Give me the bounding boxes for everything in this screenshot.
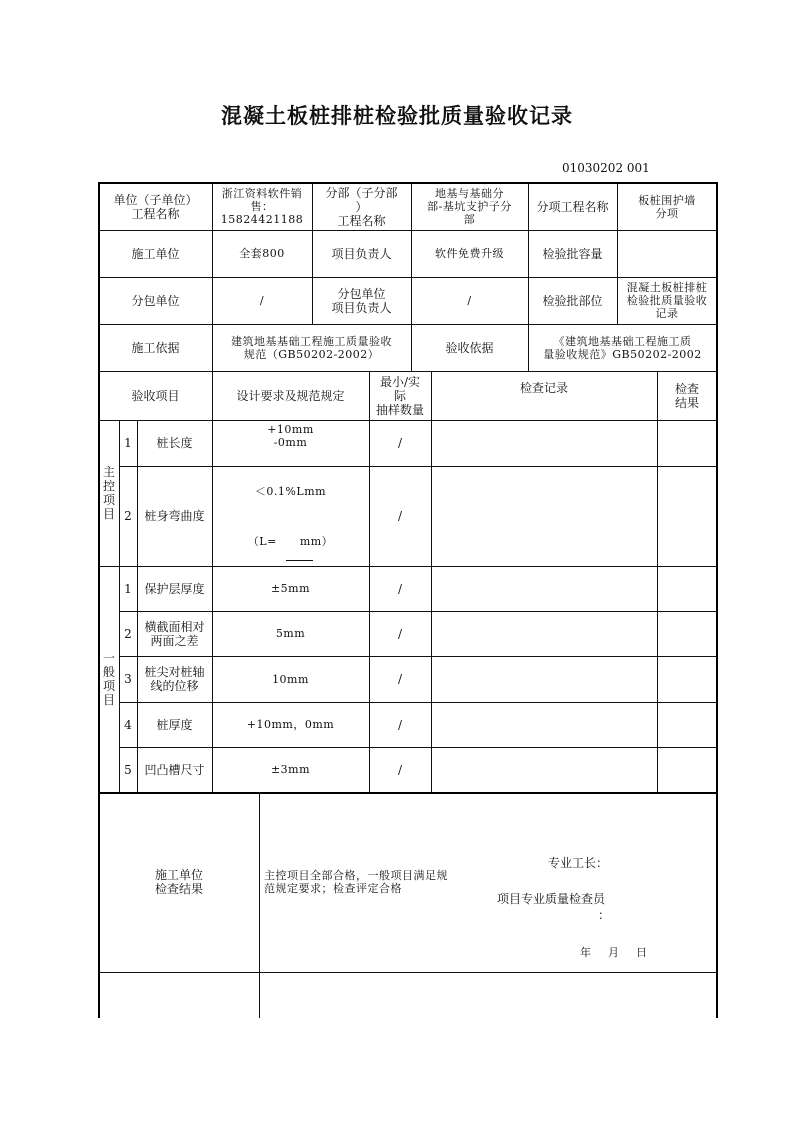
main-item-spec: +10mm -0mm [267, 423, 314, 449]
col-sample: 最小/实 际 抽样数量 [375, 374, 424, 417]
col-spec: 设计要求及规范规定 [236, 388, 345, 403]
accept-basis-label: 验收依据 [445, 340, 494, 355]
col-result: 检查 结果 [674, 381, 699, 410]
general-item-name: 桩厚度 [156, 717, 193, 732]
main-item-spec-line2: （L= mm） [247, 534, 334, 548]
general-item-name: 横截面相对 两面之差 [144, 619, 205, 648]
general-item-no: 4 [124, 717, 132, 732]
general-item-sample: / [397, 762, 403, 777]
sub-value: / [259, 294, 265, 307]
general-item-no: 5 [124, 762, 132, 777]
general-item-sample: / [397, 581, 403, 596]
general-item-sample: / [397, 672, 403, 686]
main-item-sample: / [397, 436, 403, 450]
general-group-label: 一 般 项 目 [102, 651, 115, 707]
inspector-label: 项目专业质量检查员 [497, 892, 606, 906]
general-item-spec: 5mm [275, 627, 306, 640]
general-item-spec: ±3mm [270, 763, 311, 776]
inspection-comment: 主控项目全部合格，一般项目满足规 范规定要求；检查评定合格 [264, 869, 448, 895]
division-label: 分部（子分部 ） 工程名称 [325, 185, 398, 228]
general-item-no: 3 [124, 672, 132, 686]
inspection-label: 施工单位 检查结果 [154, 868, 203, 896]
general-item-name: 保护层厚度 [144, 581, 205, 596]
general-item-sample: / [397, 626, 403, 641]
part-label: 检验批部位 [542, 293, 603, 308]
main-item-name: 桩身弯曲度 [144, 509, 205, 523]
main-item-no: 2 [124, 509, 132, 523]
main-item-sample: / [397, 509, 403, 523]
sub-label: 分包单位 [131, 293, 180, 308]
col-record: 检查记录 [519, 381, 568, 395]
unit-label: 单位（子单位） 工程名称 [113, 192, 198, 221]
general-item-name: 凹凸槽尺寸 [144, 762, 205, 777]
general-item-name: 桩尖对桩轴 线的位移 [144, 665, 205, 693]
col-item: 验收项目 [131, 388, 180, 403]
main-item-name: 桩长度 [156, 436, 193, 450]
general-item-spec: +10mm，0mm [246, 718, 335, 731]
page-title: 混凝土板桩排桩检验批质量验收记录 [221, 103, 573, 128]
pm-value: 软件免费升级 [435, 247, 504, 260]
capacity-value [617, 230, 717, 277]
sub-pm-label: 分包单位 项目负责人 [331, 286, 392, 315]
grid-line-v [259, 792, 260, 1018]
division-value: 地基与基础分 部-基坑支护子分 部 [427, 187, 512, 226]
general-item-no: 1 [124, 581, 132, 596]
main-item-no: 1 [124, 436, 132, 450]
foreman-label: 专业工长： [548, 856, 609, 870]
grid-line-h [99, 972, 717, 973]
subitem-label: 分项工程名称 [536, 199, 609, 214]
basis-value: 建筑地基基础工程施工质量验收 规范（GB50202-2002） [231, 334, 392, 361]
contractor-value: 全套800 [239, 247, 285, 260]
inspector-colon: ： [598, 908, 611, 922]
subitem-value: 板桩围护墙 分项 [638, 193, 696, 220]
general-item-sample: / [397, 717, 403, 732]
general-item-spec: ±5mm [270, 582, 311, 595]
basis-label: 施工依据 [131, 340, 180, 355]
main-group-label: 主 控 项 目 [102, 465, 115, 521]
sub-pm-value: / [467, 294, 472, 307]
accept-basis-value: 《建筑地基基础工程施工质 量验收规范》GB50202-2002 [543, 334, 702, 361]
general-item-spec: 10mm [272, 672, 309, 686]
grid-line-v [431, 371, 432, 792]
unit-value: 浙江资料软件销 售： 15824421188 [220, 187, 304, 226]
contractor-label: 施工单位 [131, 246, 180, 261]
main-item-spec-line1: ＜0.1%Lmm [254, 484, 327, 498]
grid-line-h [286, 560, 313, 561]
pm-label: 项目负责人 [331, 246, 392, 261]
part-value: 混凝土板桩排桩 检验批质量验收 记录 [626, 281, 708, 320]
general-item-no: 2 [124, 626, 132, 641]
date-label: 年 月 日 [580, 946, 650, 959]
grid-line-v [657, 371, 658, 792]
form-code: 01030202 001 [562, 161, 650, 175]
capacity-label: 检验批容量 [542, 246, 603, 261]
